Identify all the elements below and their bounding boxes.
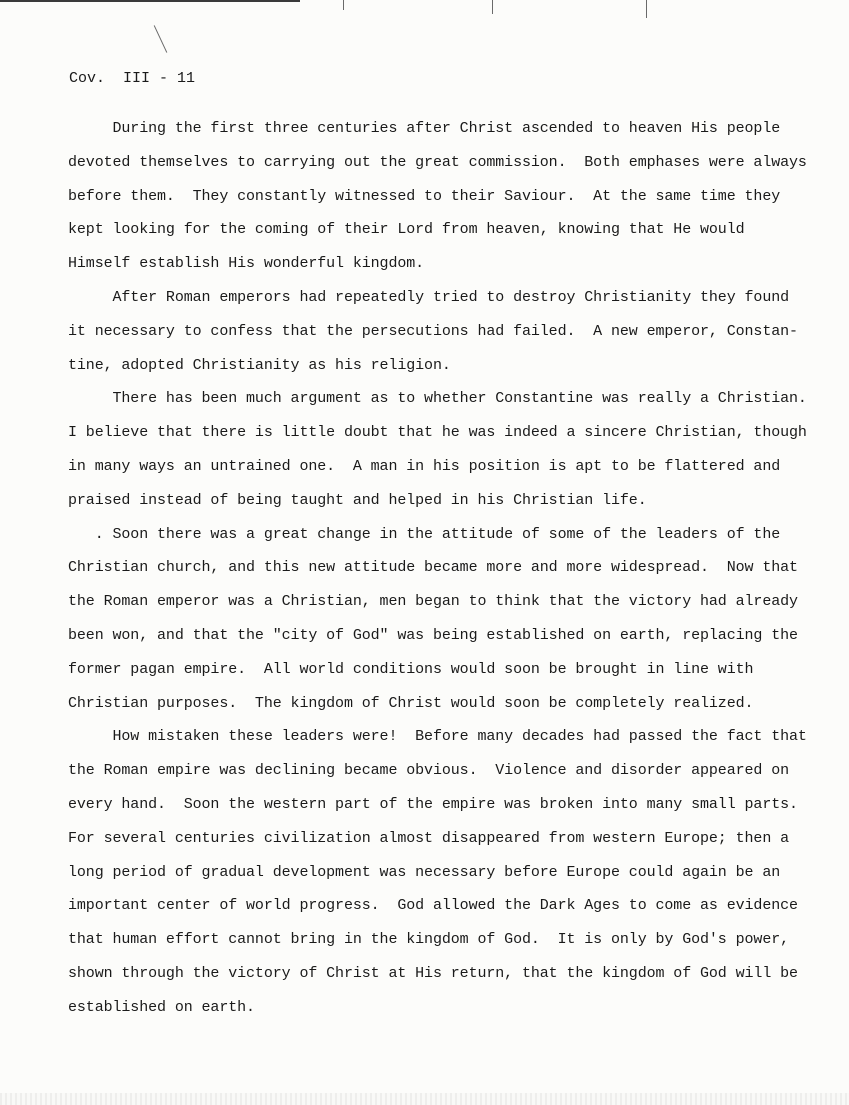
text-line: before them. They constantly witnessed to their Saviour. At the same time they: [68, 187, 781, 205]
text-line: praised instead of being taught and helped in his Christian life.: [68, 491, 647, 509]
text-line: tine, adopted Christianity as his religion.: [68, 356, 451, 374]
text-line: How mistaken these leaders were! Before many decades had passed the fact that: [68, 728, 807, 746]
text-line: kept looking for the coming of their Lord from heaven, knowing that He would: [68, 221, 745, 239]
text-line: every hand. Soon the western part of the empire was broken into many small parts.: [68, 795, 798, 813]
text-line: shown through the victory of Christ at His return, that the kingdom of God will be: [68, 964, 798, 982]
text-line: devoted themselves to carrying out the great commission. Both emphases were always: [68, 153, 807, 171]
text-line: I believe that there is little doubt that he was indeed a sincere Christian, though: [68, 424, 807, 442]
scan-artifact-mark: [646, 0, 647, 18]
text-line: the Roman emperor was a Christian, men began to think that the victory had already: [68, 593, 798, 611]
text-line: former pagan empire. All world conditions would soon be brought in line with: [68, 660, 754, 678]
text-line: been won, and that the "city of God" was being established on earth, replacing the: [68, 626, 798, 644]
text-line: Himself establish His wonderful kingdom.: [68, 255, 425, 273]
text-line: There has been much argument as to whether Constantine was really a Christian.: [68, 390, 807, 408]
text-line: that human effort cannot bring in the kingdom of God. It is only by God's power,: [68, 931, 790, 949]
text-line: Christian church, and this new attitude became more and more widespread. Now that: [68, 559, 798, 577]
text-line: After Roman emperors had repeatedly tried to destroy Christianity they found: [68, 288, 790, 306]
text-line: For several centuries civilization almost disappeared from western Europe; then a: [68, 829, 790, 847]
scan-edge-line: [0, 0, 300, 2]
text-line: established on earth.: [68, 998, 255, 1016]
text-line: it necessary to confess that the persecutions had failed. A new emperor, Constan-: [68, 322, 798, 340]
scan-artifact-mark: [154, 25, 168, 53]
text-line: important center of world progress. God allowed the Dark Ages to come as evidence: [68, 897, 798, 915]
text-line: . Soon there was a great change in the attitude of some of the leaders of the: [68, 525, 781, 543]
text-line: the Roman empire was declining became obvious. Violence and disorder appeared on: [68, 762, 790, 780]
text-line: long period of gradual development was necessary before Europe could again be an: [68, 863, 781, 881]
scan-artifact-mark: [343, 0, 344, 10]
text-line: Christian purposes. The kingdom of Christ would soon be completely realized.: [68, 694, 754, 712]
text-line: in many ways an untrained one. A man in his position is apt to be flattered and: [68, 457, 781, 475]
text-line: During the first three centuries after Christ ascended to heaven His people: [68, 120, 781, 137]
scan-artifact-mark: [492, 0, 493, 14]
scan-bottom-edge: [0, 1093, 849, 1105]
body-text: [68, 116, 807, 1029]
page-reference: Cov. III - 11: [69, 70, 196, 87]
